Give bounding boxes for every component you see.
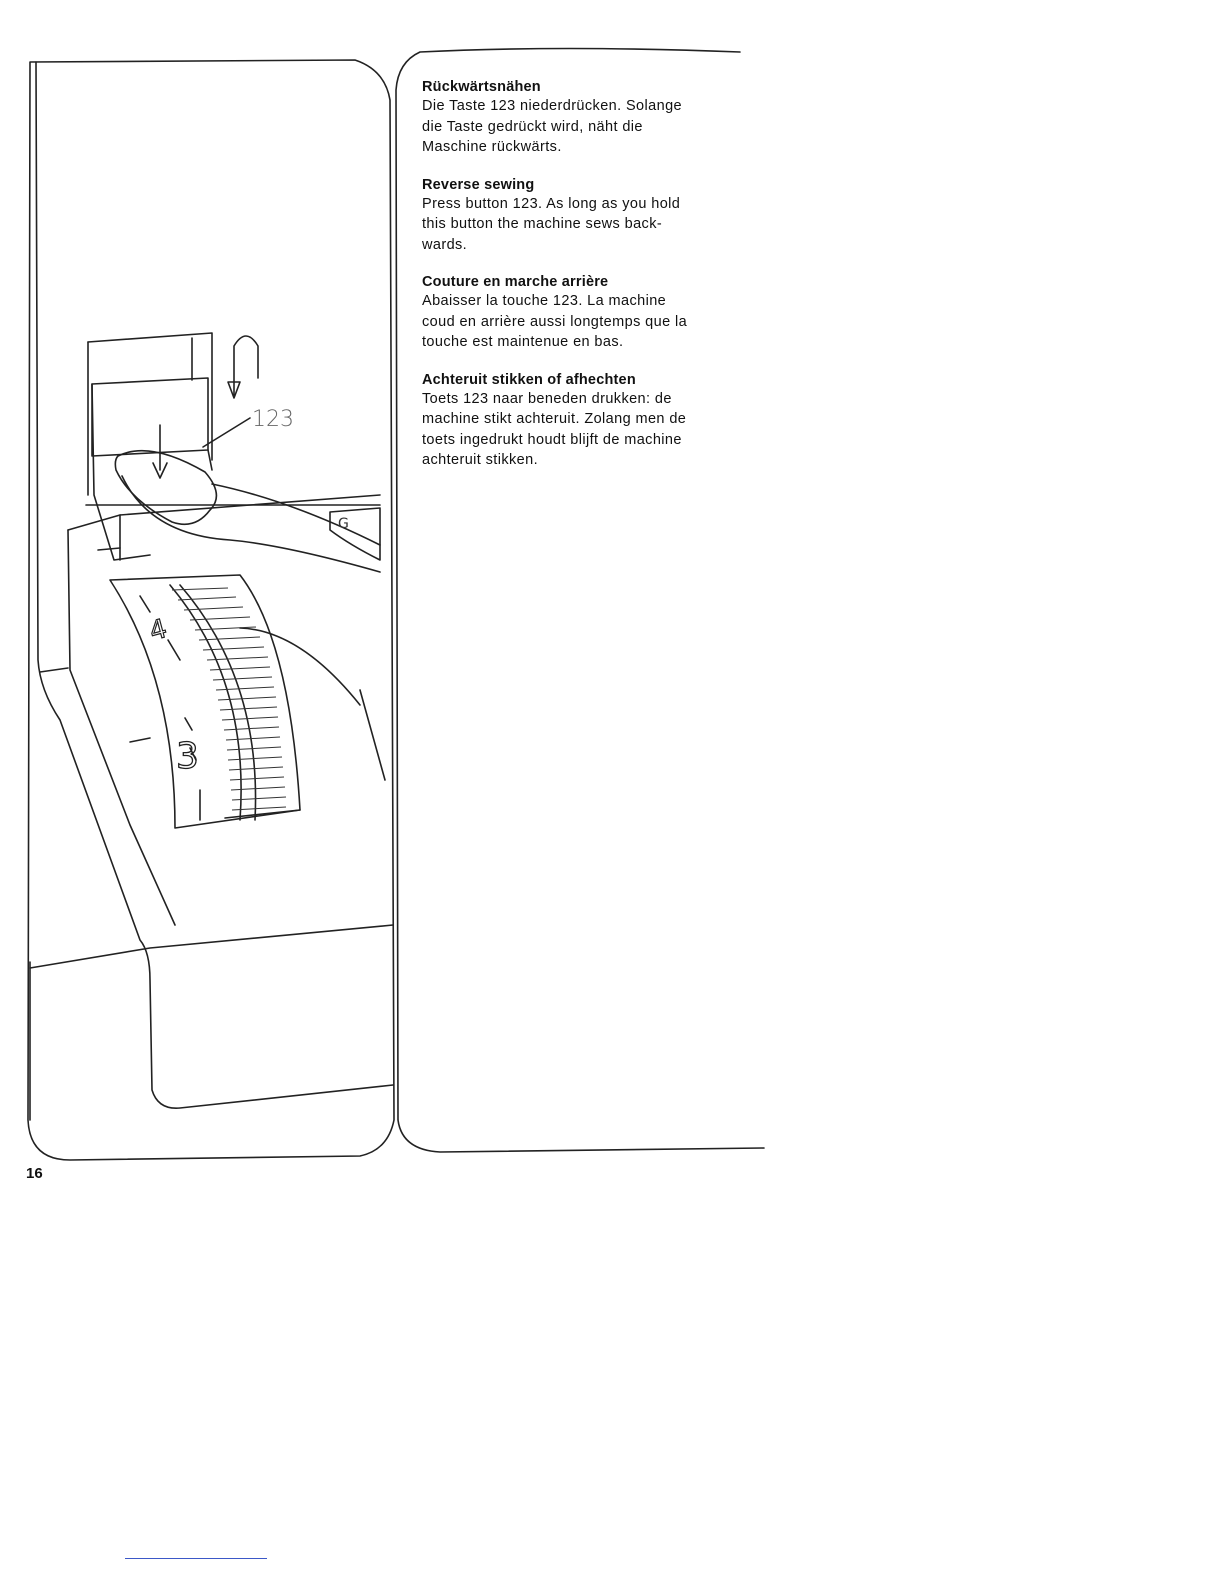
footer-rule bbox=[125, 1558, 267, 1559]
section-title: Reverse sewing bbox=[422, 176, 535, 193]
page-number: 16 bbox=[26, 1165, 43, 1182]
section-body bbox=[422, 291, 752, 353]
body-line: wards. bbox=[422, 236, 468, 253]
section-german bbox=[422, 78, 752, 158]
section-body bbox=[422, 389, 752, 471]
body-line: Abaisser la touche 123. La machine bbox=[422, 293, 667, 309]
stitch-length-dial bbox=[110, 575, 300, 828]
section-title: Rückwärtsnähen bbox=[422, 79, 541, 95]
reverse-button-123 bbox=[92, 378, 208, 456]
section-french bbox=[422, 273, 752, 353]
section-title: Couture en marche arrière bbox=[422, 274, 609, 290]
dial-mark-4: 4 bbox=[146, 613, 171, 648]
instruction-text-panel bbox=[422, 78, 752, 489]
finger-illustration bbox=[115, 451, 216, 525]
section-body bbox=[422, 194, 752, 256]
body-line: Press button 123. As long as you hold bbox=[422, 195, 681, 212]
illustration-frame bbox=[28, 60, 394, 1160]
body-line: die Taste gedrückt wird, näht die bbox=[422, 118, 643, 135]
body-line: touche est maintenue en bas. bbox=[422, 334, 624, 350]
body-line: this button the machine sews back- bbox=[422, 216, 663, 232]
callout-label-123: 123 bbox=[252, 407, 294, 432]
dial-mark-3: 3 bbox=[176, 736, 199, 777]
body-line: achteruit stikken. bbox=[422, 452, 538, 468]
body-line: coud en arrière aussi longtemps que la bbox=[422, 313, 688, 330]
section-body bbox=[422, 96, 752, 158]
body-line: Die Taste 123 niederdrücken. Solange bbox=[422, 98, 682, 114]
section-dutch bbox=[422, 371, 752, 471]
body-line: toets ingedrukt houdt blijft de machine bbox=[422, 431, 682, 448]
body-line: Toets 123 naar beneden drukken: de bbox=[422, 390, 672, 407]
section-english bbox=[422, 176, 752, 256]
section-title: Achteruit stikken of afhechten bbox=[422, 371, 636, 388]
key-letter-g: G bbox=[338, 516, 349, 532]
body-line: machine stikt achteruit. Zolang men de bbox=[422, 411, 687, 427]
body-line: Maschine rückwärts. bbox=[422, 139, 562, 155]
